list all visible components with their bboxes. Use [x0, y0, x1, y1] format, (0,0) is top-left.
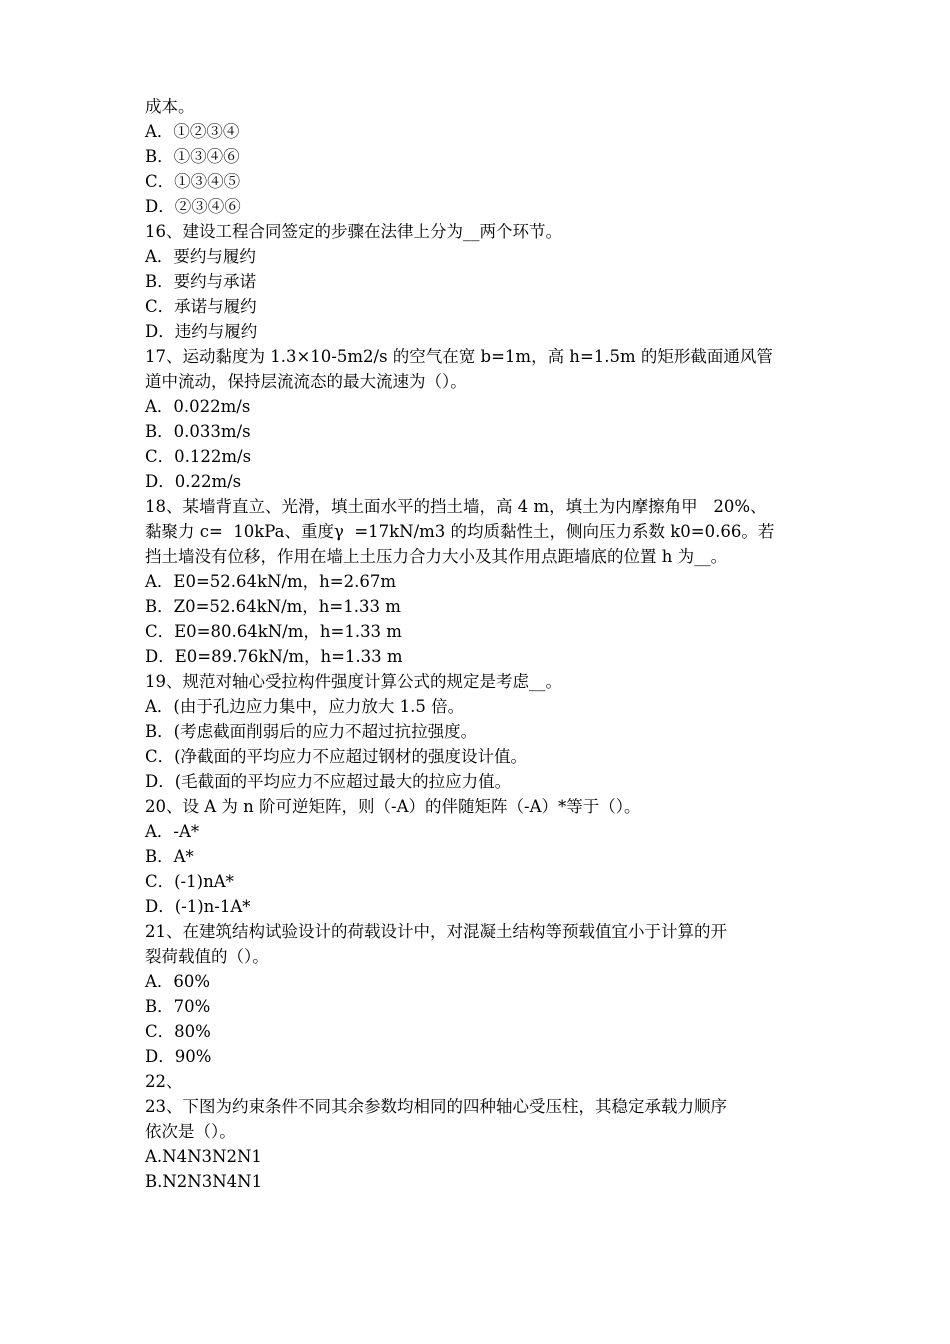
option-line: C．承诺与履约: [145, 297, 257, 316]
option-line: C．0.122m/s: [145, 447, 252, 466]
option-line: A.N4N3N2N1: [145, 1147, 262, 1166]
text-line: A．①②③④: [145, 122, 240, 141]
option-line: D．(-1)n-1A*: [145, 897, 251, 916]
option-line: A．60%: [145, 972, 211, 991]
question-21-text: 21、在建筑结构试验设计的荷载设计中，对混凝土结构等预载值宜小于计算的开: [145, 922, 727, 941]
option-line: D．90%: [145, 1047, 212, 1066]
question-17-text: 17、运动黏度为 1.3×10-5m2/s 的空气在宽 b=1m，高 h=1.5m 的矩形截面通风管: [145, 347, 773, 366]
question-19-text: 19、规范对轴心受拉构件强度计算公式的规定是考虑__。: [145, 672, 562, 691]
option-line: B.N2N3N4N1: [145, 1172, 263, 1191]
option-line: C．80%: [145, 1022, 211, 1041]
option-line: B．A*: [145, 847, 194, 866]
text-line: C．①③④⑤: [145, 172, 241, 191]
question-22-text: 22、: [145, 1072, 183, 1091]
question-18-text-cont: 挡土墙没有位移，作用在墙上土压力合力大小及其作用点距墙底的位置 h 为__。: [145, 547, 728, 566]
option-line: D．(毛截面的平均应力不应超过最大的拉应力值。: [145, 772, 512, 791]
question-20-text: 20、设 A 为 n 阶可逆矩阵，则（-A）的伴随矩阵（-A）*等于（）。: [145, 797, 641, 816]
option-line: B．要约与承诺: [145, 272, 257, 291]
option-line: D．违约与履约: [145, 322, 258, 341]
question-16-text: 16、建设工程合同签定的步骤在法律上分为__两个环节。: [145, 222, 562, 241]
option-line: A．E0=52.64kN/m，h=2.67m: [145, 572, 396, 591]
option-line: B．0.033m/s: [145, 422, 251, 441]
text-line: B．①③④⑥: [145, 147, 240, 166]
question-18-text-cont: 黏聚力 c= 10kPa、重度γ =17kN/m3 的均质黏性土，侧向压力系数 k0=0.66。若: [145, 522, 775, 541]
option-line: B．(考虑截面削弱后的应力不超过抗拉强度。: [145, 722, 478, 741]
question-23-text-cont: 依次是（）。: [145, 1122, 236, 1141]
option-line: B．Z0=52.64kN/m，h=1.33 m: [145, 597, 401, 616]
option-line: A．要约与履约: [145, 247, 256, 266]
option-line: A．(由于孔边应力集中，应力放大 1.5 倍。: [145, 697, 465, 716]
document-body: [145, 94, 810, 1194]
option-line: C．(净截面的平均应力不应超过钢材的强度设计值。: [145, 747, 528, 766]
option-line: A．-A*: [145, 822, 200, 841]
option-line: D．E0=89.76kN/m，h=1.33 m: [145, 647, 403, 666]
text-line: D．②③④⑥: [145, 197, 241, 216]
option-line: C．E0=80.64kN/m，h=1.33 m: [145, 622, 402, 641]
question-23-text: 23、下图为约束条件不同其余参数均相同的四种轴心受压柱，其稳定承载力顺序: [145, 1097, 727, 1116]
question-17-text-cont: 道中流动，保持层流流态的最大流速为（）。: [145, 372, 467, 391]
option-line: B．70%: [145, 997, 211, 1016]
question-18-text: 18、某墙背直立、光滑，填土面水平的挡土墙，高 4 m，填土为内摩擦角甲 20%、: [145, 497, 767, 516]
option-line: A．0.022m/s: [145, 397, 251, 416]
text-line: 成本。: [145, 97, 195, 116]
option-line: D．0.22m/s: [145, 472, 242, 491]
question-21-text-cont: 裂荷载值的（）。: [145, 947, 269, 966]
option-line: C．(-1)nA*: [145, 872, 234, 891]
